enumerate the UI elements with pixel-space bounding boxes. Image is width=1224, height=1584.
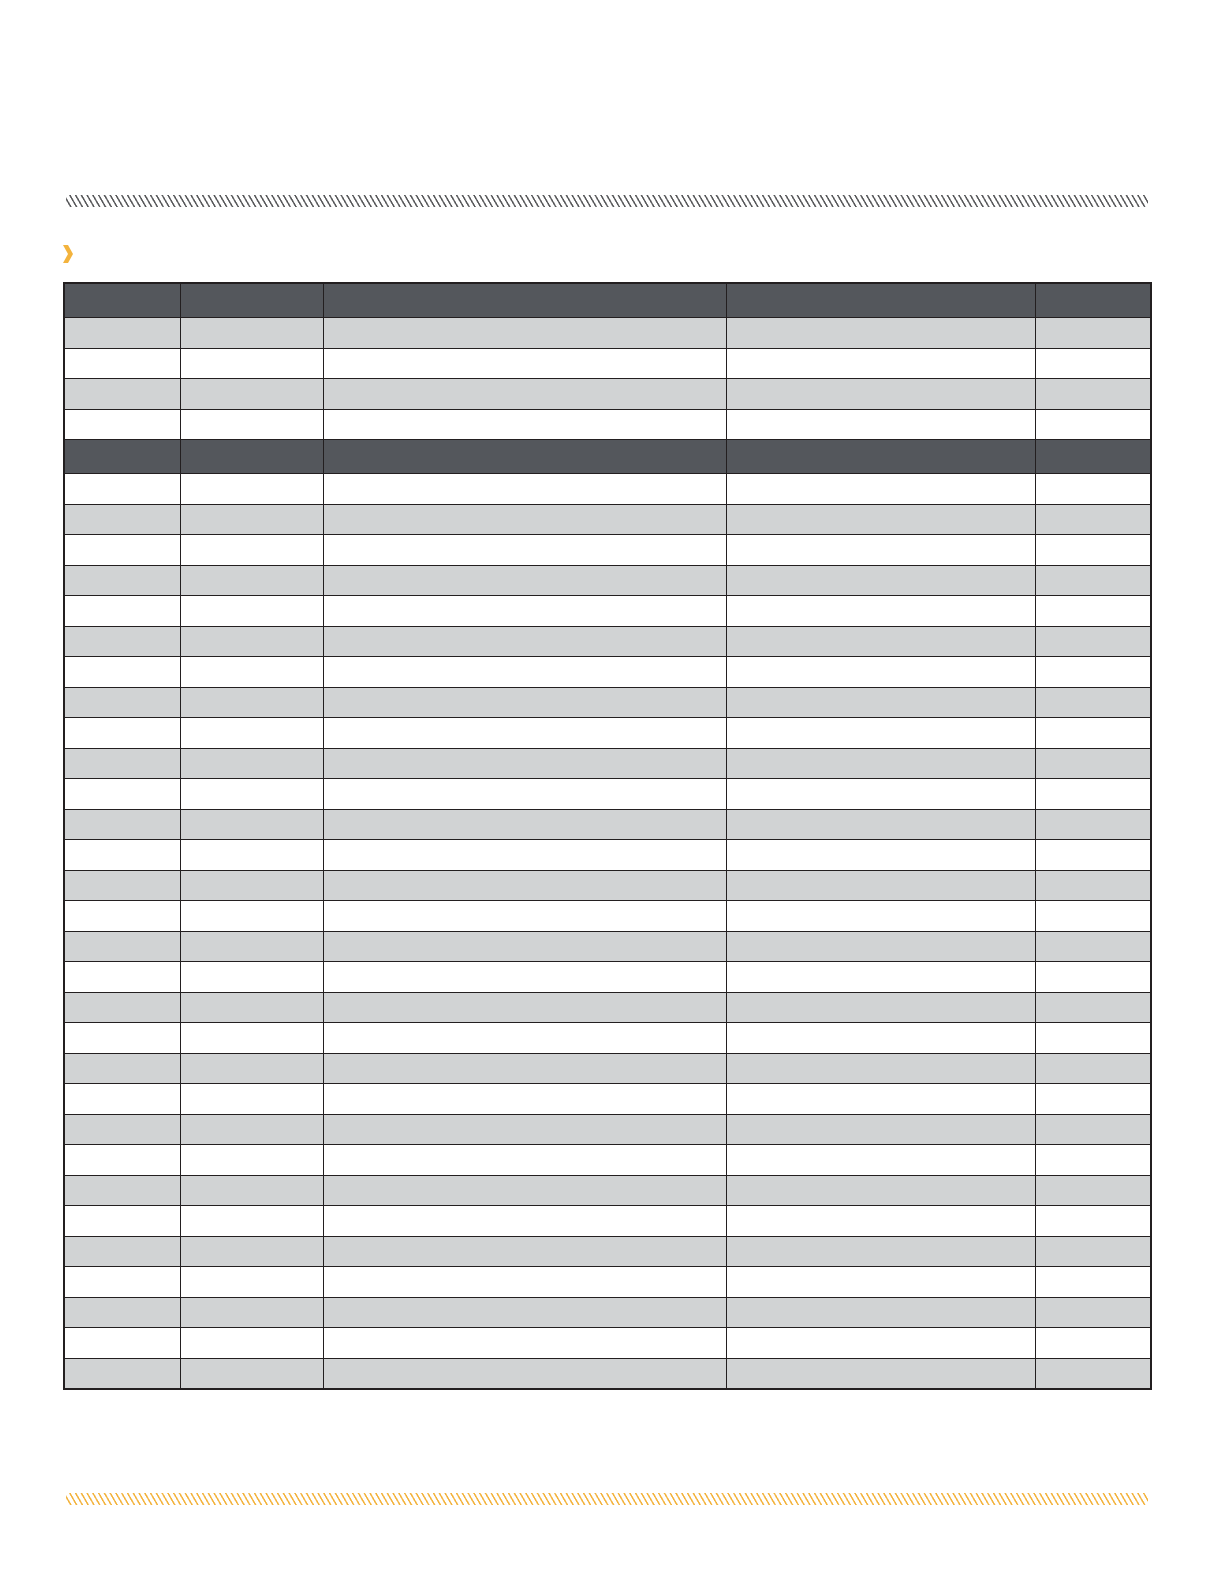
table-cell[interactable] (180, 870, 323, 901)
table-cell[interactable] (1035, 379, 1151, 410)
table-cell[interactable] (323, 596, 726, 627)
table-cell[interactable] (64, 992, 180, 1023)
table-cell[interactable] (726, 1297, 1035, 1328)
table-cell[interactable] (64, 1328, 180, 1359)
table-cell[interactable] (323, 748, 726, 779)
table-cell[interactable] (180, 1053, 323, 1084)
table-cell[interactable] (180, 809, 323, 840)
table-cell[interactable] (323, 962, 726, 993)
table-cell[interactable] (726, 1023, 1035, 1054)
table-cell[interactable] (180, 348, 323, 379)
table-cell[interactable] (1035, 1206, 1151, 1237)
table-cell[interactable] (323, 840, 726, 871)
table-cell[interactable] (726, 535, 1035, 566)
table-cell[interactable] (323, 409, 726, 440)
table-cell[interactable] (1035, 1084, 1151, 1115)
table-row (64, 1084, 1151, 1115)
table-cell[interactable] (1035, 1114, 1151, 1145)
table-row (64, 1145, 1151, 1176)
table-cell[interactable] (1035, 318, 1151, 349)
table-cell[interactable] (726, 870, 1035, 901)
table-cell[interactable] (726, 687, 1035, 718)
table-cell[interactable] (180, 1206, 323, 1237)
table-cell[interactable] (323, 1206, 726, 1237)
table-cell[interactable] (64, 1114, 180, 1145)
table-cell[interactable] (323, 931, 726, 962)
header-cell (323, 283, 726, 318)
table-row (64, 1328, 1151, 1359)
table-row (64, 1053, 1151, 1084)
table-cell[interactable] (726, 1053, 1035, 1084)
table-cell[interactable] (1035, 748, 1151, 779)
table-cell[interactable] (1035, 962, 1151, 993)
table-cell[interactable] (1035, 1267, 1151, 1298)
table-cell[interactable] (64, 657, 180, 688)
table-cell[interactable] (180, 901, 323, 932)
table-row (64, 718, 1151, 749)
table-cell[interactable] (323, 809, 726, 840)
table-row (64, 318, 1151, 349)
table-cell[interactable] (180, 687, 323, 718)
table-row (64, 1297, 1151, 1328)
table-cell[interactable] (323, 718, 726, 749)
table-cell[interactable] (180, 1297, 323, 1328)
table-cell[interactable] (180, 779, 323, 810)
table-row (64, 626, 1151, 657)
table-cell[interactable] (726, 1145, 1035, 1176)
table-cell[interactable] (726, 962, 1035, 993)
table-cell[interactable] (323, 626, 726, 657)
table-cell[interactable] (323, 1297, 726, 1328)
table-cell[interactable] (323, 348, 726, 379)
table-cell[interactable] (726, 1114, 1035, 1145)
table-cell[interactable] (64, 318, 180, 349)
header-cell (323, 440, 726, 474)
table-cell[interactable] (64, 565, 180, 596)
table-cell[interactable] (323, 379, 726, 410)
table-cell[interactable] (1035, 779, 1151, 810)
table-cell[interactable] (323, 318, 726, 349)
table-cell[interactable] (726, 318, 1035, 349)
table-cell[interactable] (64, 718, 180, 749)
table-cell[interactable] (1035, 718, 1151, 749)
table-cell[interactable] (726, 474, 1035, 505)
table-cell[interactable] (323, 1145, 726, 1176)
table-cell[interactable] (1035, 901, 1151, 932)
table-cell[interactable] (726, 1206, 1035, 1237)
table-cell[interactable] (1035, 1297, 1151, 1328)
table-row (64, 348, 1151, 379)
table-cell[interactable] (180, 596, 323, 627)
table-row (64, 1236, 1151, 1267)
table-header-row (64, 283, 1151, 318)
table-cell[interactable] (323, 504, 726, 535)
bottom-hatch-divider (66, 1493, 1148, 1505)
table-cell[interactable] (64, 1175, 180, 1206)
table-cell[interactable] (1035, 657, 1151, 688)
table-cell[interactable] (1035, 565, 1151, 596)
table-cell[interactable] (1035, 504, 1151, 535)
table-cell[interactable] (180, 1114, 323, 1145)
table-cell[interactable] (180, 992, 323, 1023)
table-row (64, 1175, 1151, 1206)
table-cell[interactable] (180, 1358, 323, 1389)
table-cell[interactable] (64, 409, 180, 440)
table-cell[interactable] (726, 901, 1035, 932)
table-cell[interactable] (323, 1084, 726, 1115)
table-cell[interactable] (180, 565, 323, 596)
table-row (64, 409, 1151, 440)
table-cell[interactable] (64, 1084, 180, 1115)
table-cell[interactable] (726, 657, 1035, 688)
table-cell[interactable] (180, 1023, 323, 1054)
table-cell[interactable] (323, 657, 726, 688)
table-cell[interactable] (64, 1297, 180, 1328)
table-row (64, 1023, 1151, 1054)
header-cell (1035, 283, 1151, 318)
table-cell[interactable] (64, 748, 180, 779)
table-row (64, 1206, 1151, 1237)
table-cell[interactable] (323, 1267, 726, 1298)
table-cell[interactable] (726, 1084, 1035, 1115)
table-cell[interactable] (1035, 626, 1151, 657)
table-cell[interactable] (726, 596, 1035, 627)
table-row (64, 870, 1151, 901)
table-cell[interactable] (180, 931, 323, 962)
table-cell[interactable] (64, 687, 180, 718)
table-cell[interactable] (64, 1358, 180, 1389)
table-cell[interactable] (726, 1236, 1035, 1267)
table-cell[interactable] (180, 1236, 323, 1267)
table-cell[interactable] (323, 1023, 726, 1054)
header-cell (726, 440, 1035, 474)
table-header-row (64, 440, 1151, 474)
table-cell[interactable] (64, 504, 180, 535)
table-row (64, 748, 1151, 779)
table-cell[interactable] (1035, 1358, 1151, 1389)
table-row (64, 379, 1151, 410)
table-cell[interactable] (64, 1267, 180, 1298)
table-cell[interactable] (64, 348, 180, 379)
table-cell[interactable] (726, 718, 1035, 749)
table-cell[interactable] (1035, 1023, 1151, 1054)
table-cell[interactable] (1035, 687, 1151, 718)
table-cell[interactable] (1035, 840, 1151, 871)
blank-log-table (63, 282, 1152, 1390)
table-cell[interactable] (64, 779, 180, 810)
table-cell[interactable] (180, 626, 323, 657)
table-row (64, 809, 1151, 840)
table-row (64, 504, 1151, 535)
table-cell[interactable] (180, 1145, 323, 1176)
table-cell[interactable] (726, 809, 1035, 840)
table-cell[interactable] (180, 1328, 323, 1359)
table-cell[interactable] (64, 931, 180, 962)
table-cell[interactable] (1035, 1328, 1151, 1359)
table-cell[interactable] (323, 1053, 726, 1084)
table-cell[interactable] (323, 992, 726, 1023)
table-cell[interactable] (1035, 596, 1151, 627)
table-cell[interactable] (64, 596, 180, 627)
table-row (64, 1114, 1151, 1145)
table-cell[interactable] (726, 504, 1035, 535)
table-cell[interactable] (180, 748, 323, 779)
table-cell[interactable] (1035, 992, 1151, 1023)
table-cell[interactable] (180, 1267, 323, 1298)
table-cell[interactable] (180, 1175, 323, 1206)
table-row (64, 962, 1151, 993)
table-cell[interactable] (180, 504, 323, 535)
table-row (64, 1267, 1151, 1298)
table-cell[interactable] (64, 962, 180, 993)
table-cell[interactable] (64, 840, 180, 871)
table-row (64, 687, 1151, 718)
table-cell[interactable] (180, 379, 323, 410)
table-row (64, 657, 1151, 688)
table-cell[interactable] (180, 840, 323, 871)
table-row (64, 596, 1151, 627)
table-row (64, 535, 1151, 566)
table-cell[interactable] (323, 901, 726, 932)
table-cell[interactable] (180, 657, 323, 688)
table-cell[interactable] (180, 318, 323, 349)
table-cell[interactable] (726, 748, 1035, 779)
table-cell[interactable] (64, 379, 180, 410)
table-cell[interactable] (323, 687, 726, 718)
table-cell[interactable] (1035, 348, 1151, 379)
table-cell[interactable] (180, 535, 323, 566)
table-cell[interactable] (1035, 931, 1151, 962)
table-cell[interactable] (726, 840, 1035, 871)
table-cell[interactable] (726, 1175, 1035, 1206)
table-row (64, 901, 1151, 932)
table-cell[interactable] (726, 348, 1035, 379)
table-cell[interactable] (726, 1267, 1035, 1298)
table-row (64, 1358, 1151, 1389)
table-cell[interactable] (1035, 535, 1151, 566)
table-cell[interactable] (1035, 1236, 1151, 1267)
table-cell[interactable] (726, 931, 1035, 962)
table-row (64, 779, 1151, 810)
table-cell[interactable] (726, 1358, 1035, 1389)
table-cell[interactable] (323, 535, 726, 566)
table-row (64, 931, 1151, 962)
table-cell[interactable] (323, 1328, 726, 1359)
table-cell[interactable] (1035, 474, 1151, 505)
header-cell (180, 283, 323, 318)
table-cell[interactable] (323, 779, 726, 810)
table-cell[interactable] (726, 565, 1035, 596)
table-cell[interactable] (64, 870, 180, 901)
top-hatch-divider (66, 195, 1148, 207)
header-cell (64, 283, 180, 318)
table-cell[interactable] (180, 1084, 323, 1115)
table-cell[interactable] (64, 1236, 180, 1267)
header-cell (1035, 440, 1151, 474)
table-cell[interactable] (1035, 870, 1151, 901)
table-cell[interactable] (64, 1206, 180, 1237)
table-cell[interactable] (64, 901, 180, 932)
table-cell[interactable] (64, 1145, 180, 1176)
table-cell[interactable] (323, 870, 726, 901)
header-cell (726, 283, 1035, 318)
table-row (64, 565, 1151, 596)
table-cell[interactable] (180, 474, 323, 505)
table-cell[interactable] (1035, 409, 1151, 440)
table-cell[interactable] (64, 809, 180, 840)
table-cell[interactable] (726, 992, 1035, 1023)
table-row (64, 474, 1151, 505)
table-cell[interactable] (64, 1053, 180, 1084)
table-cell[interactable] (64, 535, 180, 566)
table-cell[interactable] (323, 565, 726, 596)
table-cell[interactable] (64, 474, 180, 505)
header-cell (64, 440, 180, 474)
table-row (64, 840, 1151, 871)
table-cell[interactable] (1035, 1175, 1151, 1206)
table-cell[interactable] (1035, 1053, 1151, 1084)
table-cell[interactable] (180, 962, 323, 993)
table-cell[interactable] (323, 1236, 726, 1267)
table-cell[interactable] (726, 379, 1035, 410)
table-cell[interactable] (323, 1114, 726, 1145)
table-cell[interactable] (726, 626, 1035, 657)
table-cell[interactable] (180, 718, 323, 749)
table-cell[interactable] (1035, 1145, 1151, 1176)
table-cell[interactable] (1035, 809, 1151, 840)
table-cell[interactable] (180, 409, 323, 440)
chevron-right-icon (61, 244, 75, 264)
table-cell[interactable] (323, 1358, 726, 1389)
table-cell[interactable] (64, 1023, 180, 1054)
header-cell (180, 440, 323, 474)
table-row (64, 992, 1151, 1023)
table-cell[interactable] (323, 474, 726, 505)
table-cell[interactable] (726, 409, 1035, 440)
table-cell[interactable] (323, 1175, 726, 1206)
table-cell[interactable] (64, 626, 180, 657)
table-cell[interactable] (726, 1328, 1035, 1359)
table-cell[interactable] (726, 779, 1035, 810)
